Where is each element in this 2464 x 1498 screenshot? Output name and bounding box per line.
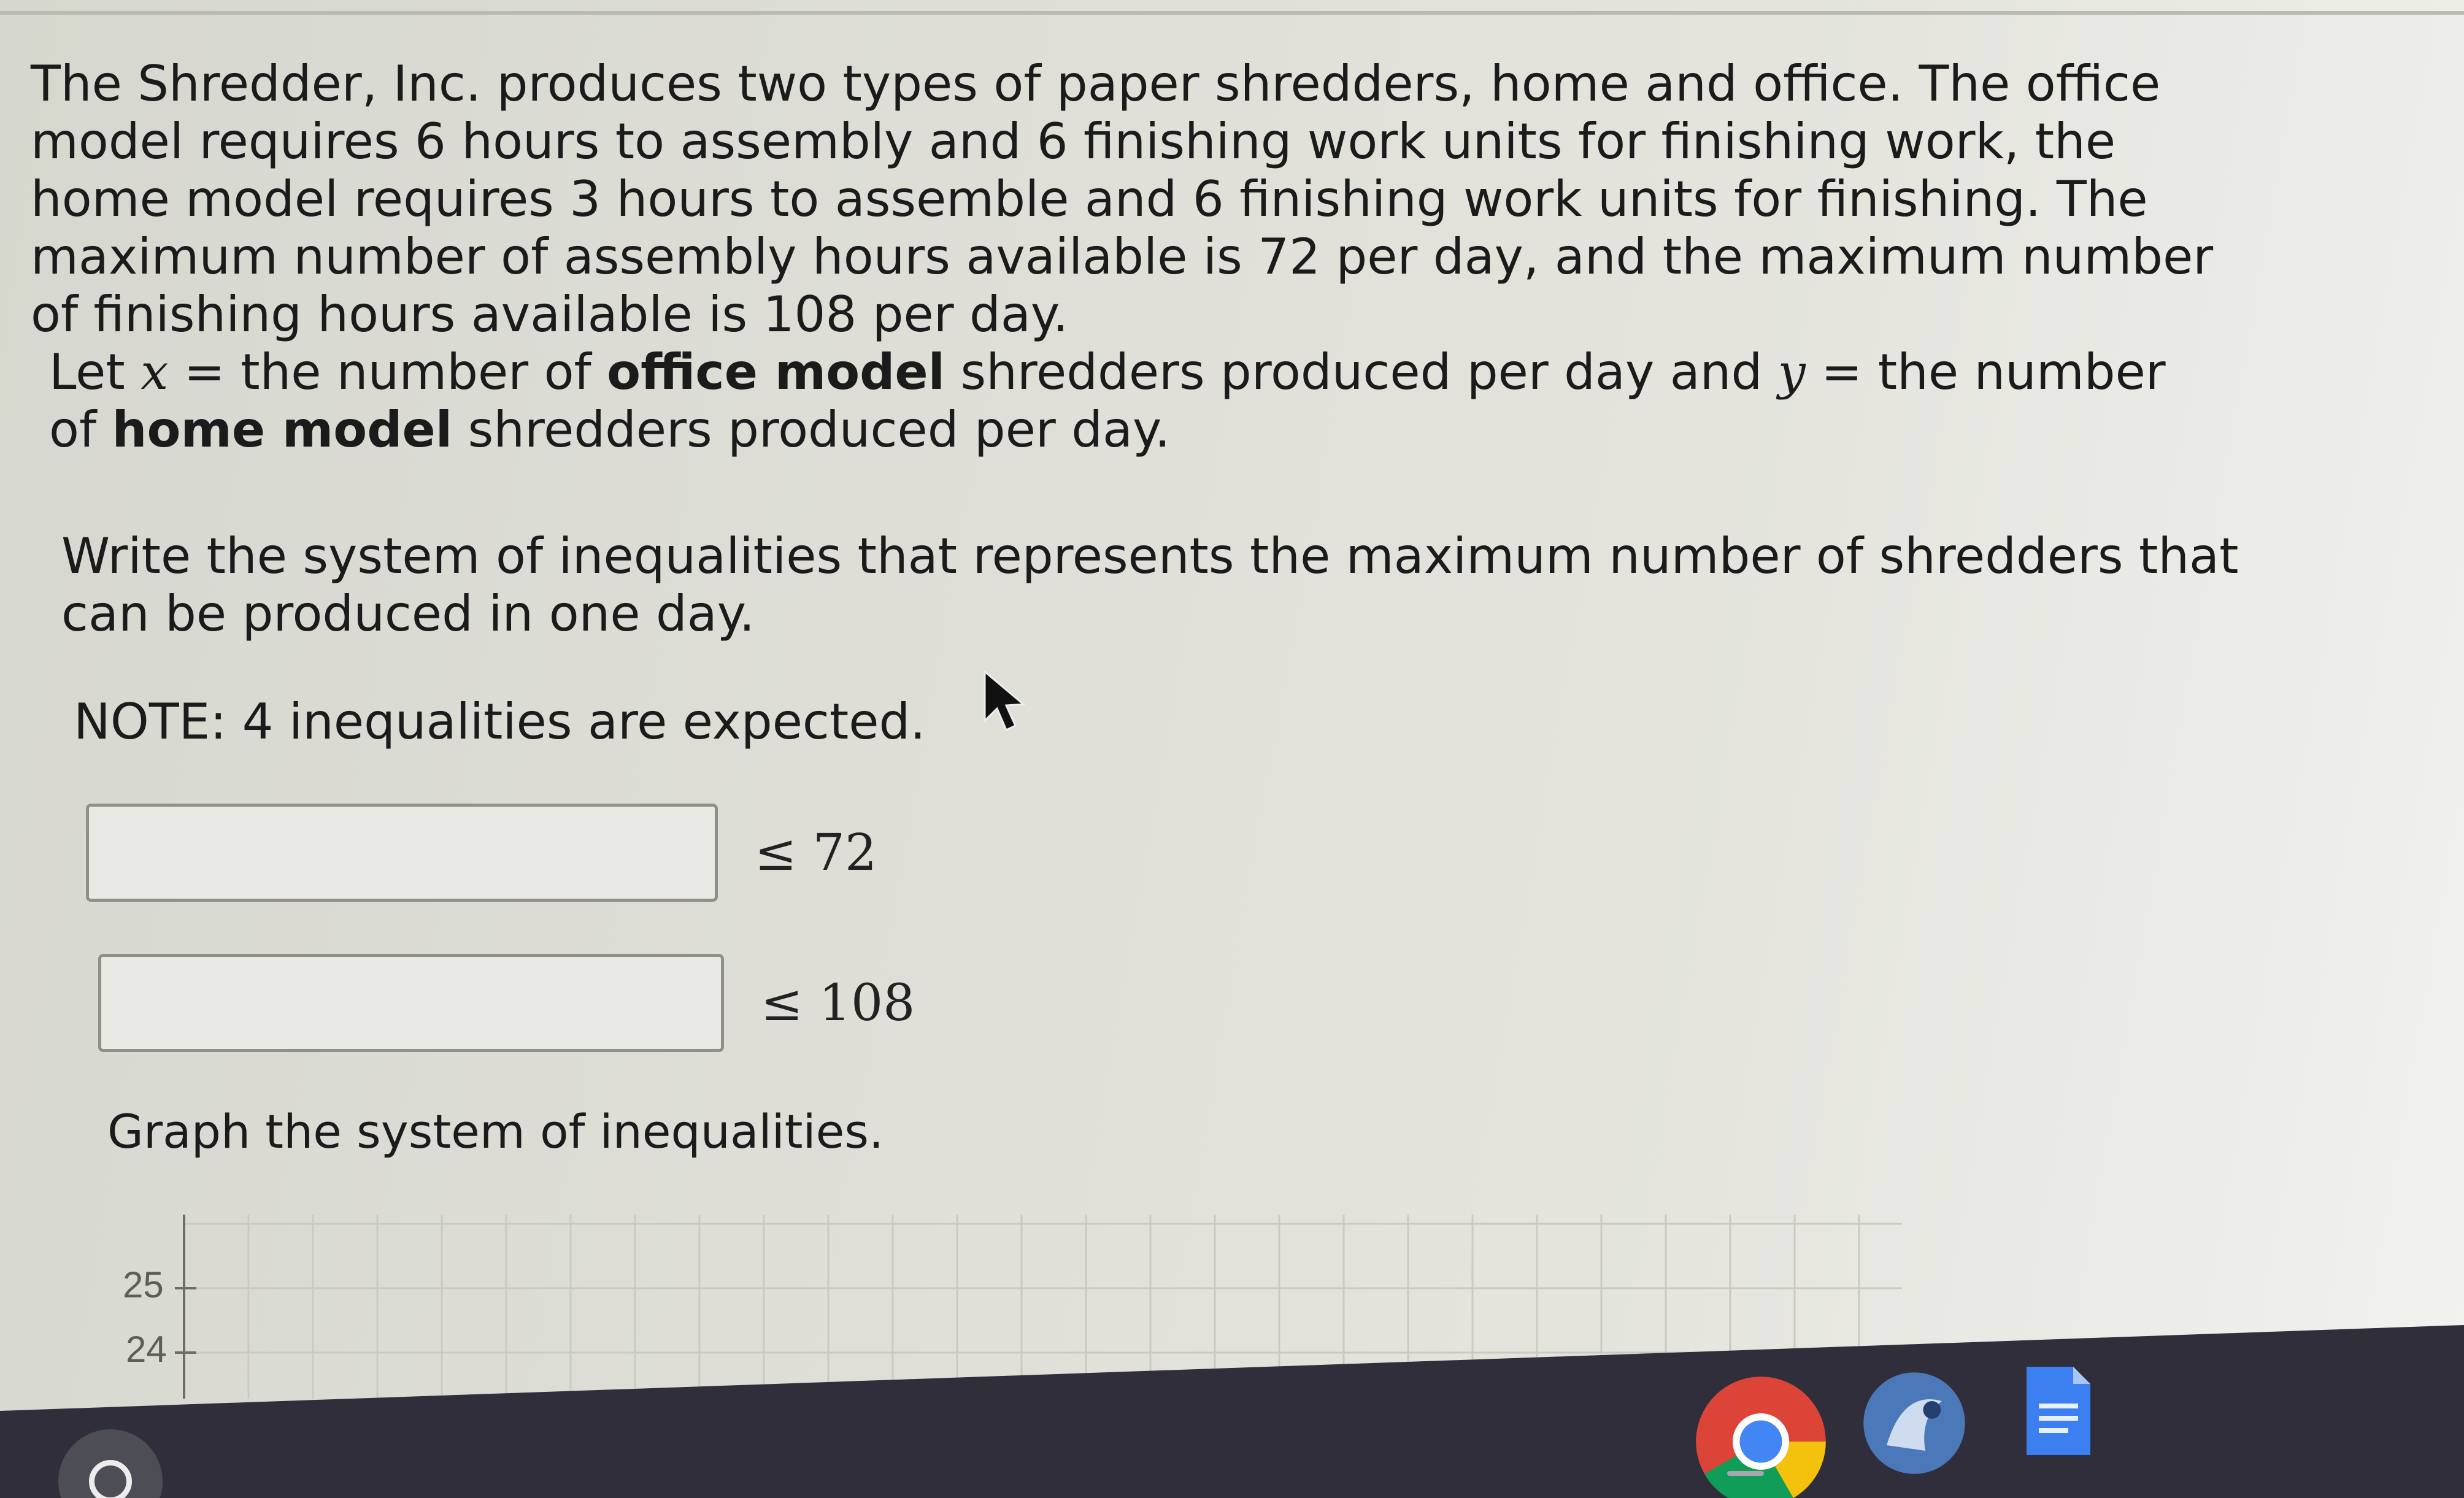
let-mid-3: = the number of <box>49 344 2166 458</box>
chrome-icon[interactable] <box>1690 1371 1831 1498</box>
mouse-pointer-icon <box>982 669 1031 736</box>
let-prefix: Let <box>49 344 141 401</box>
note-text: NOTE: 4 inequalities are expected. <box>74 693 926 750</box>
graph-instruction: Graph the system of inequalities. <box>107 1104 884 1159</box>
y-tick-label-24: 24 <box>126 1329 167 1370</box>
let-mid-1: = the number of <box>168 344 607 401</box>
inequality-row-1 <box>86 804 877 902</box>
app-icon[interactable] <box>1859 1368 1969 1478</box>
let-mid-2: shredders produced per day and <box>945 344 1778 401</box>
inequality-rhs-1: ≤ 72 <box>755 823 877 882</box>
top-divider <box>0 11 2464 15</box>
problem-intro: The Shredder, Inc. produces two types of paper shredders, home and office. The office model requires 6 hours to assembly and 6 finishing work units for finishing work, the home model requires 3 hours to assemble and 6 finishing work units for finishing. The maximum number of assembly hours available is 72 per day, and the maximum number of finishing hours available is 108 per day. <box>31 55 2214 343</box>
inequality-input-2[interactable] <box>98 954 724 1052</box>
active-app-indicator <box>1727 1471 1764 1476</box>
docs-icon[interactable] <box>2022 1362 2095 1460</box>
variable-definition <box>49 344 2196 459</box>
let-end: shredders produced per day. <box>452 401 1171 458</box>
inequality-input-1[interactable] <box>86 804 718 902</box>
y-variable: y <box>1777 344 1806 401</box>
y-tick-label-25: 25 <box>123 1264 164 1305</box>
x-variable: x <box>141 344 169 401</box>
launcher-icon <box>89 1460 132 1498</box>
office-model-term: office model <box>607 344 945 401</box>
instruction-text: Write the system of inequalities that represents the maximum number of shredders that can be produced in one day. <box>61 528 2239 642</box>
inequality-rhs-2: ≤ 108 <box>761 974 915 1032</box>
inequality-row-2 <box>98 954 915 1052</box>
home-model-term: home model <box>112 401 453 458</box>
